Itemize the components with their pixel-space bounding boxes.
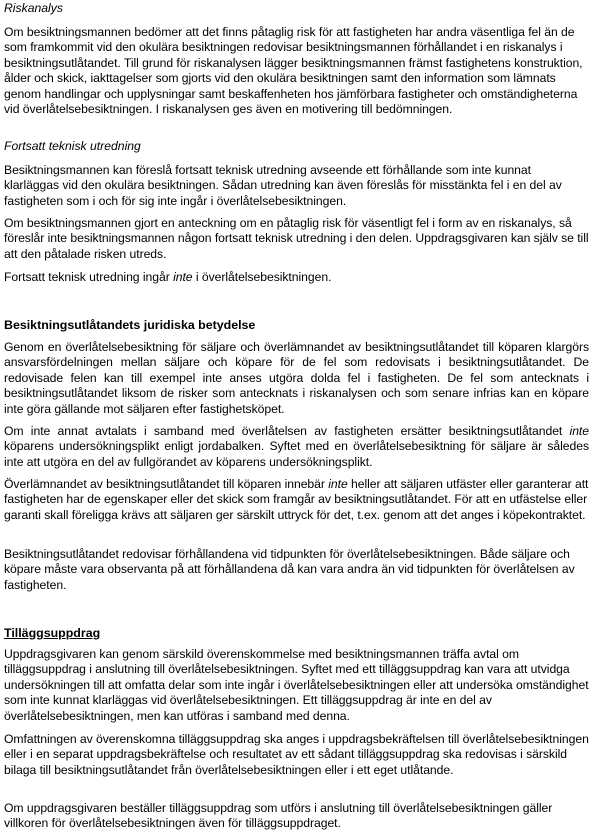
juridiska-paragraph-3 (4, 477, 589, 523)
juridiska-paragraph-1-block (4, 340, 589, 417)
fortsatt-heading: Fortsatt teknisk utredning (4, 139, 141, 153)
section-tillagg (4, 626, 589, 641)
section-juridiska (4, 318, 589, 333)
fortsatt-paragraph-1-block (4, 163, 589, 209)
juridiska-paragraph-1: Genom en överlåtelsebesiktning för säljare och överlämnandet av besiktningsutlåtandet till köparen klargörs ansvarsfördelningen mellan säljare och köpare för de fel som redovisats i besiktningsutlåtandet. De redovisade felen kan till exempel inte anses utgöra dolda fel i fastigheten. De fel som antecknats i besiktningsutlåtandet liksom de risker som antecknats i riskanalysen och som senare infrias kan en köpare inte göra gällande mot säljaren efter fastighetsköpet. (4, 340, 589, 416)
riskanalys-paragraph-1: Om besiktningsmannen bedömer att det finns påtaglig risk för att fastigheten har andra väsentliga fel än de som framkommit vid den okulära besiktningen redovisar besiktningsmannen förhållandet i en riskanalys i besiktningsutlåtandet. Till grund för riskanalysen lägger besiktningsmannen främst fastighetens konstruktion, ålder och skick, iakttagelser som gjorts vid den okulära besiktningen samt den information som lämnats genom handlingar och upplysningar samt beskaffenheten hos jämförbara fastigheter och omständigheterna vid överlåtelsebesiktningen. I riskanalysen ges även en motivering till bedömningen. (4, 25, 583, 117)
fortsatt-p3-post: i överlåtelsebesiktningen. (192, 270, 332, 284)
juridiska-p2-post: köparens undersökningsplikt enligt jordabalken. Syftet med en överlåtelsebesiktning för säljare är således inte att utgöra en del av fullgörandet av köparens undersökningsplikt. (4, 439, 589, 469)
fortsatt-p3-emphasis: inte (173, 270, 193, 284)
juridiska-paragraph-2 (4, 424, 589, 470)
juridiska-p3-post: heller att säljaren utfäster eller garanterar att fastigheten har de egenskaper eller det skick som framgår av besiktningsutlåtandet. För att en utfästelse eller garanti skall föreligga krävs att säljaren ger särskilt uttryck för det, t.ex. genom att det anges i köpekontraktet. (4, 477, 589, 522)
juridiska-paragraph-4: Besiktningsutlåtandet redovisar förhållandena vid tidpunkten för överlåtelsebesiktningen. Både säljare och köpare måste vara observanta på att förhållandena då kan vara andra än vid tidpunkten för överlåtelsen av fastigheten. (4, 547, 575, 592)
tillagg-paragraph-2-block (4, 732, 589, 778)
juridiska-p3-pre: Överlämnandet av besiktningsutlåtandet till köparen innebär (4, 477, 329, 491)
juridiska-p2-pre: Om inte annat avtalats i samband med överlåtelsen av fastigheten ersätter besiktningsutlåtandet (4, 424, 570, 438)
fortsatt-paragraph-3-block (4, 270, 589, 285)
tillagg-paragraph-1-block (4, 647, 589, 724)
riskanalys-paragraph-1-block (4, 25, 589, 117)
tillagg-paragraph-3: Om uppdragsgivaren beställer tilläggsuppdrag som utförs i anslutning till överlåtelsebesiktningen gäller villkoren för överlåtelsebesiktningen även för tilläggsuppdraget. (4, 801, 553, 831)
tillagg-heading: Tilläggsuppdrag (4, 626, 101, 640)
juridiska-p2-emphasis: inte (569, 424, 589, 438)
section-riskanalys (4, 1, 589, 16)
tillagg-paragraph-3-block (4, 801, 589, 832)
section-fortsatt (4, 139, 589, 154)
juridiska-paragraph-2-block (4, 424, 589, 470)
juridiska-paragraph-3-block (4, 477, 589, 523)
fortsatt-paragraph-2: Om besiktningsmannen gjort en anteckning om en påtaglig risk för väsentligt fel i form av en riskanalys, så föreslår inte besiktningsmannen någon fortsatt teknisk utredning i den delen. Uppdragsgivaren kan själv se till att den påtalade risken utreds. (4, 216, 589, 261)
juridiska-p3-emphasis: inte (328, 477, 348, 491)
fortsatt-paragraph-3 (4, 270, 589, 285)
fortsatt-paragraph-2-block (4, 216, 589, 262)
juridiska-heading: Besiktningsutlåtandets juridiska betydelse (4, 318, 256, 332)
tillagg-paragraph-1: Uppdragsgivaren kan genom särskild överenskommelse med besiktningsmannen träffa avtal om tilläggsuppdrag i anslutning till överlåtelsebesiktningen. Syftet med ett tilläggsuppdrag kan vara att utvidga undersökningen till att omfatta delar som inte ingår i överlåtelsebesiktningen eller att undersöka omständighet som inte kunnat klarläggas vid överlåtelsebesiktningen. Ett tilläggsuppdrag är inte en del av överlåtelsebesiktningen, men kan utföras i samband med denna. (4, 647, 589, 723)
riskanalys-heading: Riskanalys (4, 1, 63, 15)
juridiska-paragraph-4-block (4, 547, 589, 593)
fortsatt-paragraph-1: Besiktningsmannen kan föreslå fortsatt teknisk utredning avseende ett förhållande som inte kunnat klarläggas vid den okulära besiktningen. Sådan utredning kan även föreslås för misstänkta fel i en del av fastigheten som i och för sig inte ingår i överlåtelsebesiktningen. (4, 163, 562, 208)
fortsatt-p3-pre: Fortsatt teknisk utredning ingår (4, 270, 174, 284)
tillagg-paragraph-2: Omfattningen av överenskomna tilläggsuppdrag ska anges i uppdragsbekräftelsen till överlåtelsebesiktningen eller i en separat uppdragsbekräftelse och resultatet av ett sådant tilläggsuppdrag ska redovisas i särskild bilaga till besiktningsutlåtandet från överlåtelsebesiktningen eller i ett eget utlåtande. (4, 732, 589, 777)
